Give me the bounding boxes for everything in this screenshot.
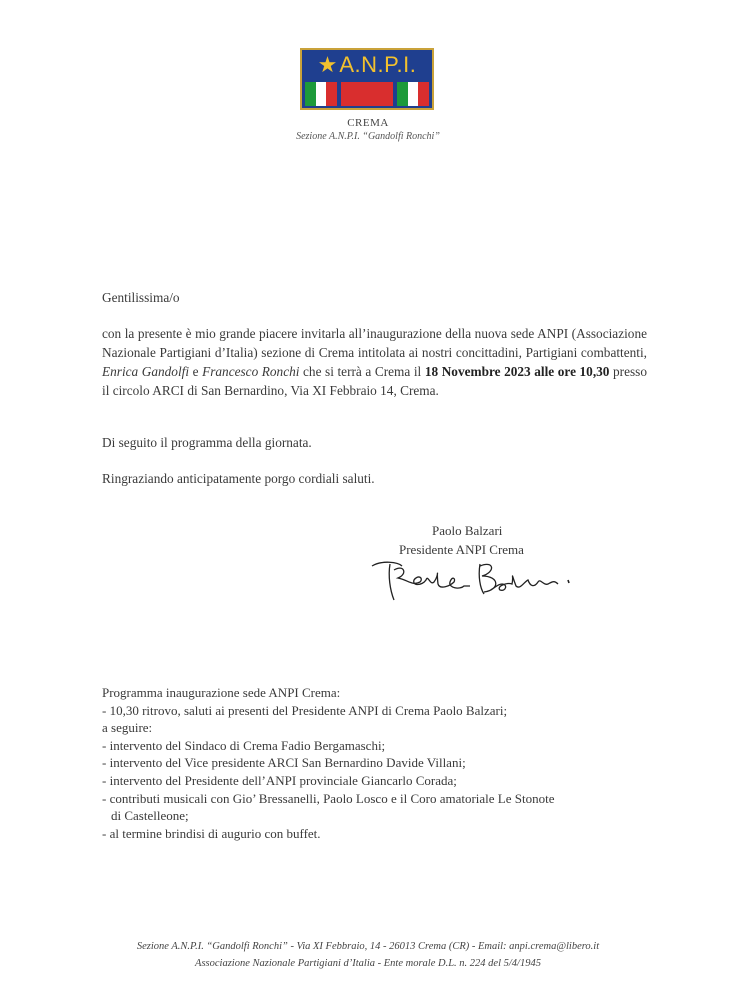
list-item: - intervento del Vice presidente ARCI San Bernardino Davide Villani; <box>102 755 466 771</box>
program-follow: a seguire: <box>102 720 153 736</box>
org-section: Sezione A.N.P.I. “Gandolfi Ronchi” <box>296 131 440 142</box>
event-date: 18 Novembre 2023 alle ore 10,30 <box>424 364 610 379</box>
handwritten-signature <box>368 556 588 608</box>
invitation-paragraph <box>102 324 647 400</box>
partisan-name-2: Francesco Ronchi <box>202 364 300 379</box>
greeting: Gentilissima/o <box>102 290 180 305</box>
list-item: - contributi musicali con Gio’ Bressanelli, Paolo Losco e il Coro amatoriale Le Stonote <box>102 790 555 806</box>
org-city: CREMA <box>347 117 389 129</box>
partisan-name-1: Enrica Gandolfi <box>102 364 190 379</box>
signer-name: Paolo Balzari <box>432 523 503 538</box>
program-title: Programma inaugurazione sede ANPI Crema: <box>102 685 341 700</box>
invitation-text-c: presso il circolo ARCI di San Bernardino, Via XI Febbraio 14, Crema. <box>102 364 647 398</box>
closing-greeting: Ringraziando anticipatamente porgo cordiali saluti. <box>102 471 375 486</box>
program-intro: Di seguito il programma della giornata. <box>102 435 312 450</box>
invitation-text-b: che si terrà a Crema il <box>299 364 425 379</box>
logo-text: A.N.P.I. <box>339 52 417 77</box>
logo-flags <box>305 82 429 106</box>
invitation-text-a: con la presente è mio grande piacere invitarla all’inaugurazione della nuova sede ANPI (Associazione Nazionale Partigiani d’Italia) sezione di Crema intitolata ai nostri concittadini, Partigiani combattenti, <box>102 326 647 360</box>
list-item: - intervento del Presidente dell’ANPI provinciale Giancarlo Corada; <box>102 772 457 788</box>
logo-top-band <box>302 50 432 80</box>
signer-role: Presidente ANPI Crema <box>399 542 524 557</box>
footer-association: Associazione Nazionale Partigiani d’Italia - Ente morale D.L. n. 224 del 5/4/1945 <box>195 958 541 969</box>
program-list <box>102 684 662 842</box>
list-item: - intervento del Sindaco di Crema Fadio Bergamaschi; <box>102 737 386 753</box>
italian-flag-icon <box>305 82 337 106</box>
invitation-and: e <box>189 364 203 379</box>
footer-address: Sezione A.N.P.I. “Gandolfi Ronchi” - Via XI Febbraio, 14 - 26013 Crema (CR) - Email: anpi.crema@libero.it <box>136 941 600 952</box>
italian-flag-icon <box>397 82 429 106</box>
anpi-logo <box>300 48 434 110</box>
list-item: - 10,30 ritrovo, saluti ai presenti del Presidente ANPI di Crema Paolo Balzari; <box>102 702 508 718</box>
list-item-continuation: di Castelleone; <box>111 808 189 824</box>
star-icon: ★ <box>317 52 338 77</box>
logo-red-band <box>341 82 393 106</box>
list-item: - al termine brindisi di augurio con buffet. <box>102 825 321 841</box>
